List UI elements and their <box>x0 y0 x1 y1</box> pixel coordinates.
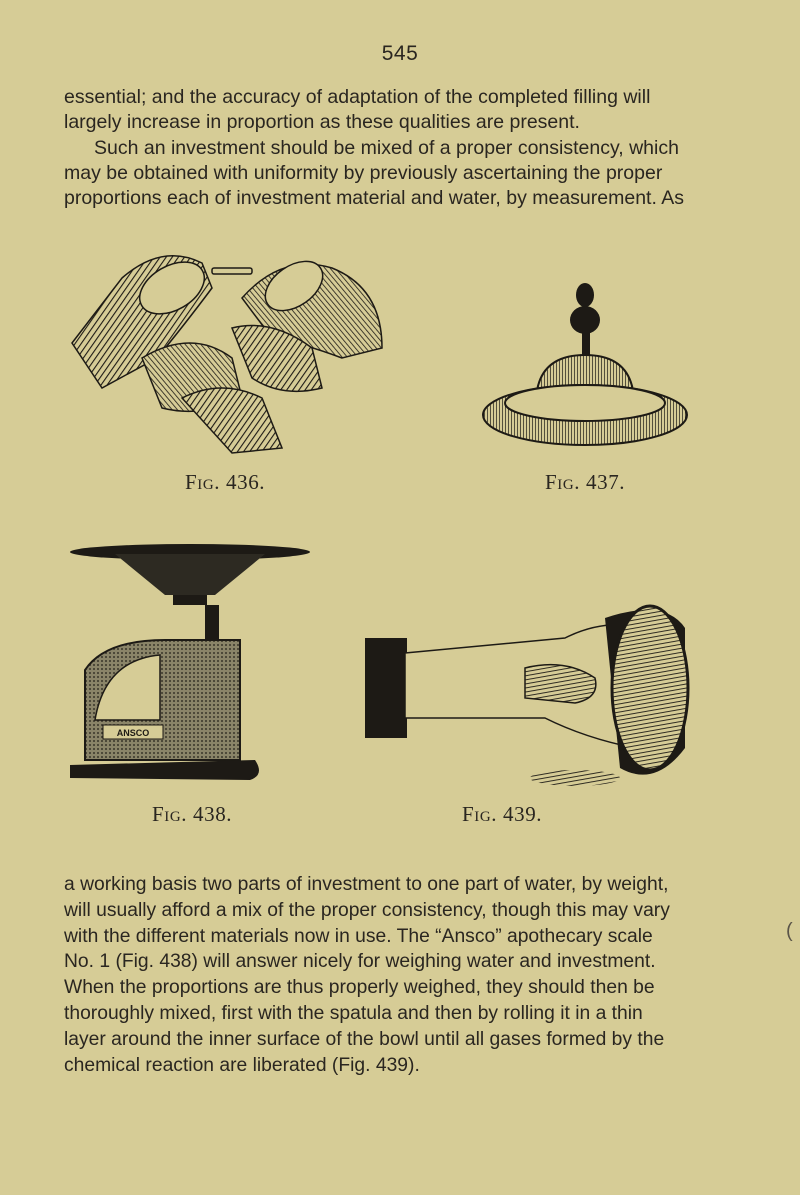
text-line: chemical reaction are liberated (Fig. 439). <box>64 1054 420 1076</box>
figure-436-caption: Fig. 436. <box>185 470 266 494</box>
text-line: thoroughly mixed, first with the spatula and then by rolling it in a thin <box>64 1002 643 1024</box>
text-line: largely increase in proportion as these qualities are present. <box>64 111 580 134</box>
text-line: Such an investment should be mixed of a proper consistency, which <box>94 136 679 159</box>
figure-438-caption: Fig. 438. <box>152 802 233 826</box>
margin-mark: ( <box>786 920 793 942</box>
figure-439-illustration <box>365 598 695 793</box>
figure-438-illustration <box>65 540 315 790</box>
top-paragraph <box>64 85 714 211</box>
scale-brand-label: ANSCO <box>116 728 150 738</box>
text-line: may be obtained with uniformity by previously ascertaining the proper <box>64 161 663 184</box>
bottom-paragraph <box>64 872 714 1078</box>
text-line: a working basis two parts of investment to one part of water, by weight, <box>64 874 669 895</box>
figure-439-caption: Fig. 439. <box>462 802 543 826</box>
text-line: proportions each of investment material and water, by measurement. As <box>64 187 684 210</box>
text-line: essential; and the accuracy of adaptation of the completed filling will <box>64 86 651 108</box>
text-line: No. 1 (Fig. 438) will answer nicely for weighing water and investment. <box>64 951 656 973</box>
text-line: layer around the inner surface of the bowl until all gases formed by the <box>64 1028 665 1050</box>
figure-437-illustration <box>478 275 693 455</box>
figure-436-illustration <box>62 248 392 458</box>
figure-437-caption: Fig. 437. <box>545 470 626 494</box>
page-number: 545 <box>381 42 419 65</box>
text-line: When the proportions are thus properly weighed, they should then be <box>64 977 655 999</box>
text-line: will usually afford a mix of the proper consistency, though this may vary <box>64 899 670 921</box>
text-line: with the different materials now in use. The “Ansco” apothecary scale <box>64 925 653 947</box>
